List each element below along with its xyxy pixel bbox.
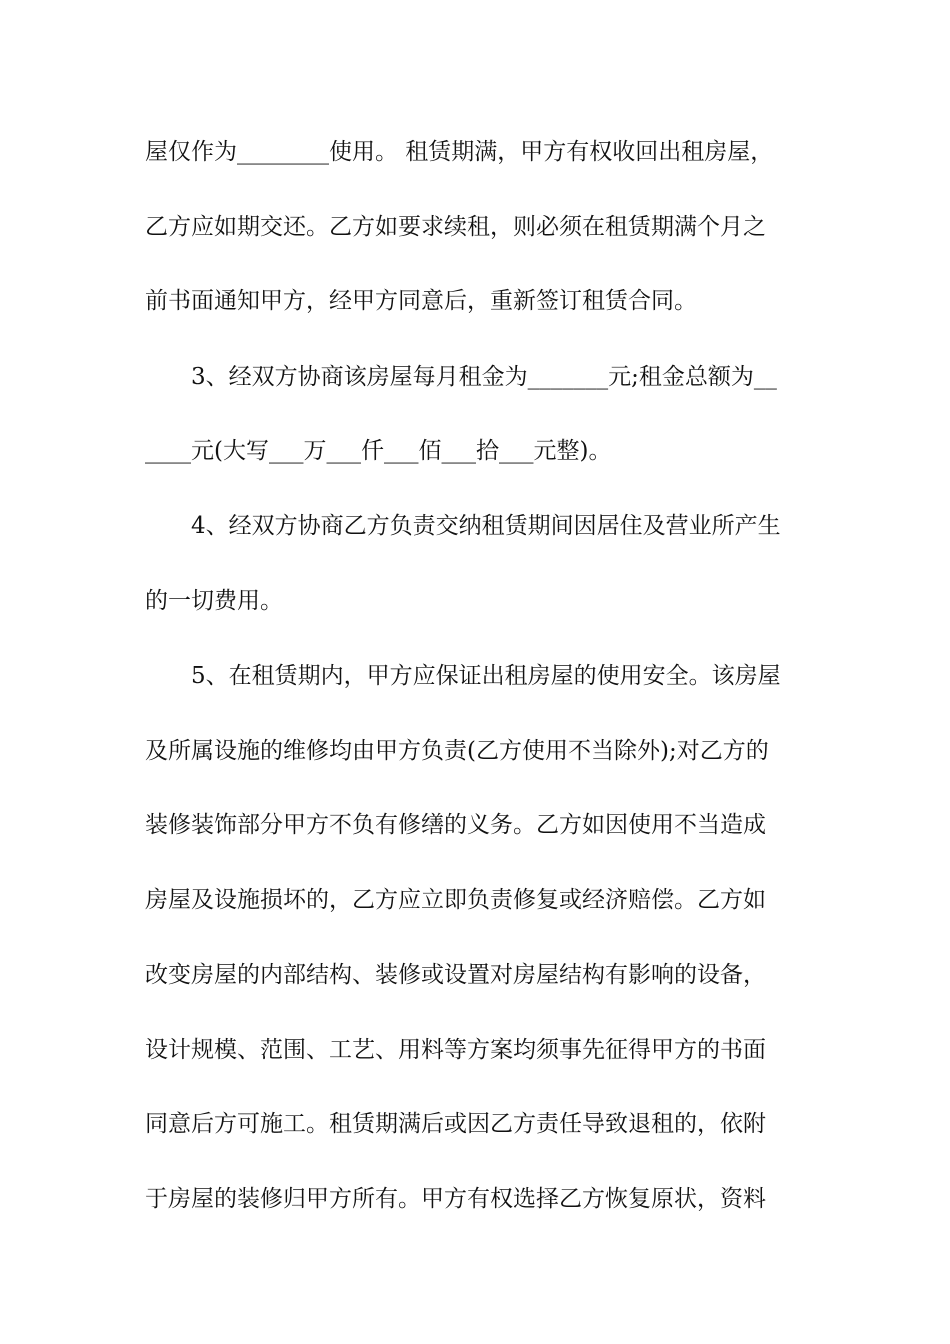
text-line-2: 乙方应如期交还。乙方如要求续租，则必须在租赁期满个月之 [145, 214, 766, 240]
clause-3-line-2: ____元(大写___万___仟___佰___拾___元整)。 [145, 438, 612, 464]
clause-5-line-5: 改变房屋的内部结构、装修或设置对房屋结构有影响的设备， [145, 962, 766, 988]
clause-5-line-1: 5、在租赁期内，甲方应保证出租房屋的使用安全。该房屋 [191, 663, 781, 689]
clause-3-line-1: 3、经双方协商该房屋每月租金为_______元;租金总额为__ [191, 364, 777, 390]
clause-5-line-3: 装修装饰部分甲方不负有修缮的义务。乙方如因使用不当造成 [145, 812, 766, 838]
clause-5-line-8: 于房屋的装修归甲方所有。甲方有权选择乙方恢复原状，资料 [145, 1186, 766, 1212]
clause-5-line-7: 同意后方可施工。租赁期满后或因乙方责任导致退租的，依附 [145, 1111, 766, 1137]
clause-5-line-2: 及所属设施的维修均由甲方负责(乙方使用不当除外);对乙方的 [145, 738, 769, 764]
clause-4-line-1: 4、经双方协商乙方负责交纳租赁期间因居住及营业所产生 [191, 513, 781, 539]
clause-4-line-2: 的一切费用。 [145, 588, 283, 614]
clause-5-line-6: 设计规模、范围、工艺、用料等方案均须事先征得甲方的书面 [145, 1037, 766, 1063]
clause-5-line-4: 房屋及设施损坏的，乙方应立即负责修复或经济赔偿。乙方如 [145, 887, 766, 913]
text-line-1: 屋仅作为________使用。 租赁期满，甲方有权收回出租房屋， [145, 139, 774, 165]
text-line-3: 前书面通知甲方，经甲方同意后，重新签订租赁合同。 [145, 288, 697, 314]
